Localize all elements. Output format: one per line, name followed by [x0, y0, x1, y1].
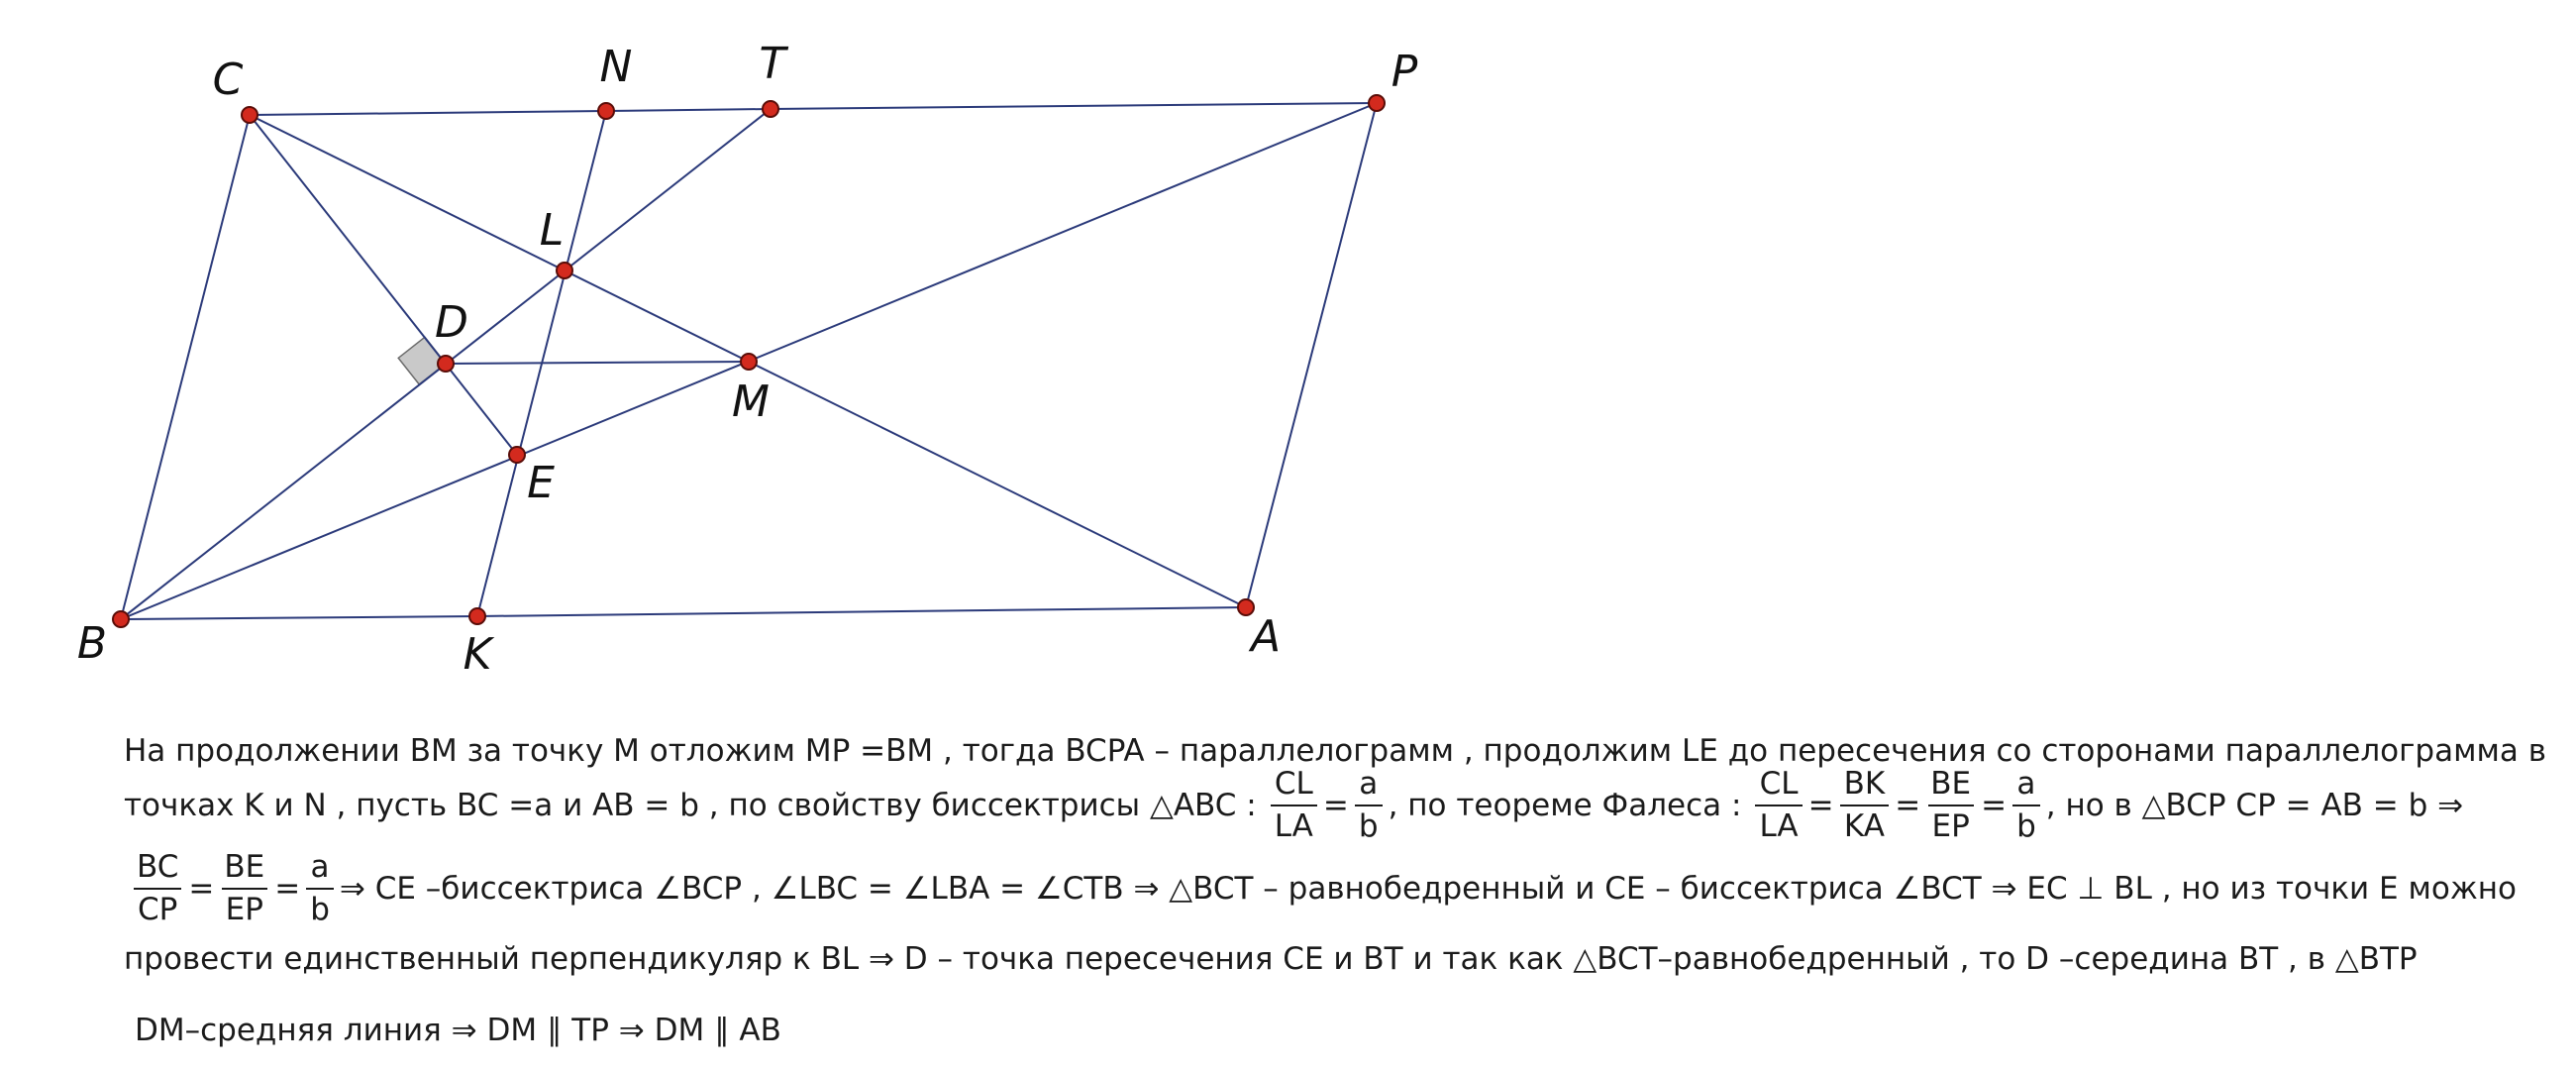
point-label-L: L — [539, 205, 565, 256]
segment-DM — [446, 362, 749, 364]
point-L — [557, 263, 572, 278]
point-label-N: N — [599, 42, 633, 92]
proof-line-4: провести единственный перпендикуляр к BL ⇒ D – точка пересечения CE и BT и так как △BCT–равнобедренный , то D –середина BT , в △BTP — [124, 941, 2418, 977]
point-P — [1369, 95, 1385, 111]
proof-line-2-text-2: , по теореме Фалеса : — [1388, 787, 1742, 823]
point-label-C: C — [212, 54, 244, 105]
proof-line-3 — [127, 849, 2563, 927]
point-label-B: B — [76, 618, 108, 669]
proof-line-2-text-3: , но в △BCP CP = AB = b ⇒ — [2045, 787, 2464, 823]
proof-line-3-text: ⇒ CE –биссектриса ∠BCP , ∠LBC = ∠LBA = ∠CTB ⇒ △BCT – равнобедренный и CE – биссектриса ∠BCT ⇒ EC ⊥ BL , но из точки E можно — [339, 870, 2517, 907]
proof-line-5: DM–средняя линия ⇒ DM ∥ TP ⇒ DM ∥ AB — [135, 1013, 781, 1048]
proof-line-2-text-1: точках K и N , пусть BC =a и AB = b , по свойству биссектрисы △ABC : — [124, 787, 1257, 823]
point-M — [741, 354, 757, 370]
equals-sign: = — [1981, 787, 2008, 823]
point-E — [509, 447, 525, 463]
geometry-figure — [0, 0, 1486, 694]
point-N — [598, 103, 614, 119]
fraction-cl-la: $\frac{CL}{LA}$ — [1271, 769, 1317, 842]
equals-sign: = — [274, 870, 301, 907]
fraction-bk-ka: $\frac{BK}{KA}$ — [1840, 769, 1890, 842]
fraction-be-ep: $\frac{BE}{EP}$ — [1926, 769, 1975, 842]
point-K — [469, 608, 485, 624]
point-label-M: M — [732, 376, 770, 427]
segment-NT — [606, 109, 771, 111]
point-label-K: K — [463, 629, 492, 680]
point-label-D: D — [435, 297, 468, 348]
point-label-T: T — [759, 39, 786, 89]
segment-CE — [250, 115, 517, 455]
point-label-A: A — [1250, 611, 1282, 662]
point-label-P: P — [1391, 47, 1418, 97]
fraction-be-ep: $\frac{BE}{EP}$ — [220, 852, 268, 925]
equals-sign: = — [188, 870, 215, 907]
equals-sign: = — [1807, 787, 1834, 823]
equals-sign: = — [1895, 787, 1921, 823]
proof-line-2 — [124, 766, 2560, 844]
fraction-cl-la-2: $\frac{CL}{LA}$ — [1755, 769, 1802, 842]
fraction-a-b-2: $\frac{a}{b}$ — [2012, 769, 2040, 842]
segment-BC — [121, 115, 250, 619]
equals-sign: = — [1322, 787, 1349, 823]
segment-AK — [477, 607, 1246, 616]
segment-KB — [121, 616, 477, 619]
point-label-E: E — [527, 458, 555, 508]
point-C — [242, 107, 258, 123]
point-B — [113, 611, 129, 627]
fraction-a-b: $\frac{a}{b}$ — [1355, 769, 1383, 842]
point-D — [438, 356, 454, 372]
fraction-bc-cp: $\frac{BC}{CP}$ — [133, 852, 182, 925]
segment-TP — [771, 103, 1377, 109]
proof-line-1: На продолжении BM за точку M отложим MP =BM , тогда BCPA – параллелограмм , продолжим LE до пересечения со сторонами параллелограмма в — [124, 733, 2546, 769]
fraction-a-b-3: $\frac{a}{b}$ — [306, 852, 334, 925]
segment-CN — [250, 111, 606, 115]
point-T — [763, 101, 778, 117]
segment-PA — [1246, 103, 1377, 607]
